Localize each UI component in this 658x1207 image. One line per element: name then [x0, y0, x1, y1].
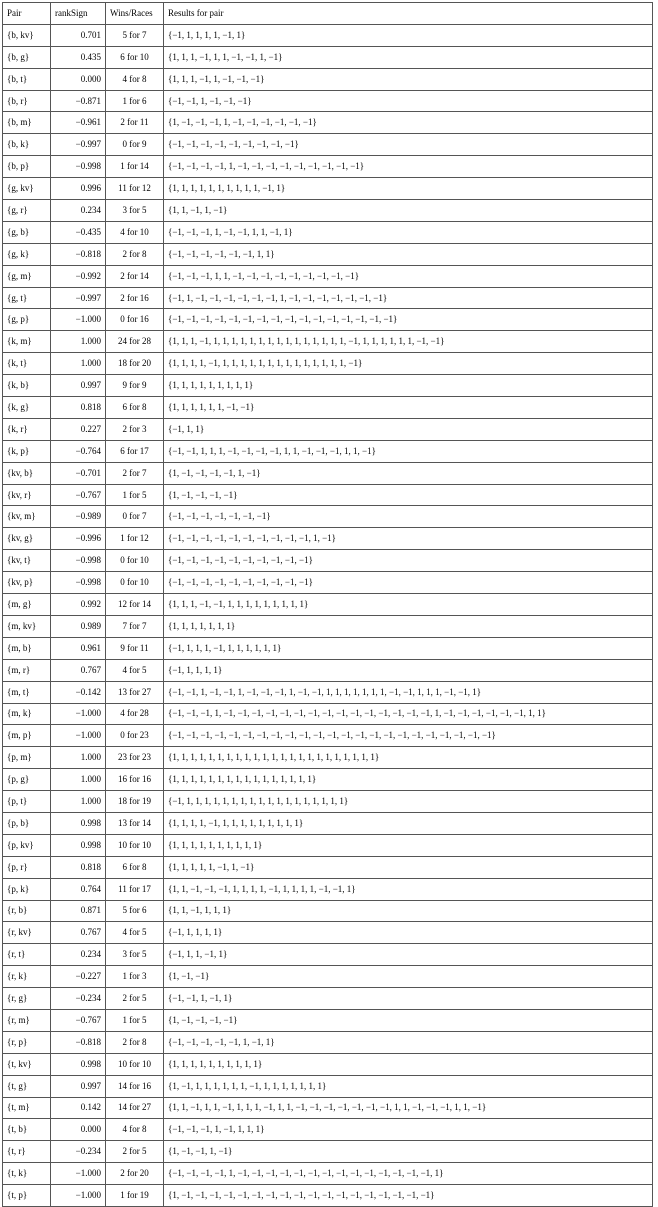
- cell-wins-races: 0 for 10: [106, 572, 164, 594]
- cell-pair: {k, p}: [3, 440, 51, 462]
- cell-wins-races: 5 for 6: [106, 900, 164, 922]
- cell-wins-races: 7 for 7: [106, 615, 164, 637]
- cell-wins-races: 4 for 5: [106, 922, 164, 944]
- table-row: [3, 944, 653, 966]
- table-row: [3, 1075, 653, 1097]
- table-row: [3, 309, 653, 331]
- cell-results: {−1, −1, 1, 1, 1, −1, −1, −1, −1, 1, 1, −1, −1, −1, 1, 1, −1}: [164, 440, 653, 462]
- cell-rank-sign: 1.000: [51, 769, 106, 791]
- cell-wins-races: 9 for 9: [106, 375, 164, 397]
- cell-pair: {kv, t}: [3, 550, 51, 572]
- cell-results: {1, −1, −1, −1, 1, −1, −1, −1, −1, −1, −1}: [164, 112, 653, 134]
- cell-results: {1, 1, 1, −1, 1, 1, 1, 1, 1, 1, 1, 1, 1, 1, 1, 1, 1, 1, 1, −1, 1, 1, 1, 1, 1, 1, −1, −1}: [164, 331, 653, 353]
- cell-wins-races: 1 for 5: [106, 484, 164, 506]
- cell-pair: {p, r}: [3, 856, 51, 878]
- cell-pair: {t, m}: [3, 1097, 51, 1119]
- cell-rank-sign: 0.000: [51, 1119, 106, 1141]
- cell-results: {1, 1, −1, −1, −1, 1, 1, 1, 1, −1, 1, 1, 1, 1, −1, −1, 1}: [164, 878, 653, 900]
- table-row: [3, 484, 653, 506]
- table-row: [3, 506, 653, 528]
- header-row: [3, 3, 653, 25]
- table-row: [3, 243, 653, 265]
- cell-results: {1, −1, −1, 1, −1}: [164, 1141, 653, 1163]
- cell-rank-sign: −0.871: [51, 90, 106, 112]
- cell-results: {1, −1, −1}: [164, 966, 653, 988]
- cell-pair: {kv, m}: [3, 506, 51, 528]
- cell-results: {−1, −1, −1, 1, −1, −1, −1, −1, −1, −1, −1, −1, −1, −1, −1, −1, −1, −1, −1, 1, −1, −1, −1, −1, −1, −1, 1, 1}: [164, 703, 653, 725]
- table-row: [3, 1163, 653, 1185]
- cell-results: {1, −1, −1, −1, −1}: [164, 1009, 653, 1031]
- cell-wins-races: 14 for 16: [106, 1075, 164, 1097]
- cell-rank-sign: −0.818: [51, 243, 106, 265]
- table-row: [3, 834, 653, 856]
- table-row: [3, 46, 653, 68]
- cell-results: {1, 1, −1, 1, 1, −1, 1, 1, 1, −1, 1, 1, −1, −1, −1, −1, −1, −1, −1, 1, 1, −1, −1, −1, 1, 1, −1}: [164, 1097, 653, 1119]
- table-row: [3, 418, 653, 440]
- table-body: [3, 24, 653, 1206]
- cell-rank-sign: 0.764: [51, 878, 106, 900]
- cell-rank-sign: 0.992: [51, 594, 106, 616]
- cell-rank-sign: 1.000: [51, 791, 106, 813]
- cell-wins-races: 4 for 5: [106, 659, 164, 681]
- cell-pair: {k, t}: [3, 353, 51, 375]
- cell-pair: {p, kv}: [3, 834, 51, 856]
- cell-rank-sign: −0.997: [51, 134, 106, 156]
- cell-rank-sign: −1.000: [51, 1185, 106, 1207]
- cell-wins-races: 18 for 20: [106, 353, 164, 375]
- cell-rank-sign: 1.000: [51, 747, 106, 769]
- table-row: [3, 769, 653, 791]
- cell-pair: {b, m}: [3, 112, 51, 134]
- cell-results: {1, 1, 1, 1, 1, 1, 1, 1, 1, 1}: [164, 1053, 653, 1075]
- cell-wins-races: 11 for 17: [106, 878, 164, 900]
- cell-rank-sign: 0.996: [51, 178, 106, 200]
- cell-pair: {b, r}: [3, 90, 51, 112]
- table-row: [3, 221, 653, 243]
- cell-results: {−1, −1, 1, −1, −1, −1}: [164, 90, 653, 112]
- header-results: Results for pair: [164, 3, 653, 25]
- cell-pair: {g, b}: [3, 221, 51, 243]
- cell-pair: {kv, b}: [3, 462, 51, 484]
- table-row: [3, 353, 653, 375]
- cell-wins-races: 6 for 17: [106, 440, 164, 462]
- table-row: [3, 966, 653, 988]
- cell-pair: {r, k}: [3, 966, 51, 988]
- cell-wins-races: 2 for 14: [106, 265, 164, 287]
- cell-results: {−1, 1, 1, 1, 1}: [164, 922, 653, 944]
- results-table: [2, 2, 653, 1207]
- cell-results: {−1, 1, −1, −1, −1, −1, −1, −1, 1, −1, −1, −1, −1, −1, −1, −1}: [164, 287, 653, 309]
- table-row: [3, 725, 653, 747]
- cell-wins-races: 2 for 20: [106, 1163, 164, 1185]
- cell-pair: {g, m}: [3, 265, 51, 287]
- table-row: [3, 594, 653, 616]
- cell-wins-races: 1 for 5: [106, 1009, 164, 1031]
- cell-results: {−1, 1, 1, 1, 1, −1, 1}: [164, 24, 653, 46]
- cell-rank-sign: 0.701: [51, 24, 106, 46]
- cell-wins-races: 14 for 27: [106, 1097, 164, 1119]
- table-row: [3, 24, 653, 46]
- cell-pair: {p, k}: [3, 878, 51, 900]
- table-row: [3, 528, 653, 550]
- cell-pair: {t, b}: [3, 1119, 51, 1141]
- cell-results: {1, 1, 1, 1, −1, 1, 1, 1, 1, 1, 1, 1, 1, 1, 1, 1, 1, 1, 1, −1}: [164, 353, 653, 375]
- table-row: [3, 1053, 653, 1075]
- cell-wins-races: 6 for 8: [106, 856, 164, 878]
- cell-results: {−1, 1, 1, −1, 1}: [164, 944, 653, 966]
- cell-wins-races: 5 for 7: [106, 24, 164, 46]
- cell-wins-races: 13 for 14: [106, 812, 164, 834]
- cell-results: {1, 1, 1, −1, 1, −1, −1, −1}: [164, 68, 653, 90]
- cell-results: {1, 1, 1, 1, 1, 1, 1, 1, 1, 1}: [164, 834, 653, 856]
- cell-results: {−1, −1, −1, 1, −1, −1, 1, 1, −1, 1}: [164, 221, 653, 243]
- cell-wins-races: 2 for 8: [106, 243, 164, 265]
- cell-rank-sign: 0.234: [51, 944, 106, 966]
- header-rank-sign: rankSign: [51, 3, 106, 25]
- cell-pair: {b, k}: [3, 134, 51, 156]
- cell-wins-races: 2 for 5: [106, 1141, 164, 1163]
- cell-wins-races: 18 for 19: [106, 791, 164, 813]
- cell-pair: {m, kv}: [3, 615, 51, 637]
- cell-results: {−1, −1, −1, 1, 1, −1, −1, −1, −1, −1, −1, −1, −1, −1}: [164, 265, 653, 287]
- cell-pair: {m, p}: [3, 725, 51, 747]
- cell-rank-sign: 0.000: [51, 68, 106, 90]
- cell-wins-races: 1 for 19: [106, 1185, 164, 1207]
- cell-wins-races: 0 for 7: [106, 506, 164, 528]
- cell-rank-sign: 0.767: [51, 922, 106, 944]
- cell-results: {1, 1, 1, 1, 1, 1, 1, 1, 1, 1, −1, 1}: [164, 178, 653, 200]
- cell-results: {1, 1, −1, 1, −1}: [164, 200, 653, 222]
- table-row: [3, 331, 653, 353]
- cell-pair: {g, p}: [3, 309, 51, 331]
- cell-rank-sign: 0.998: [51, 812, 106, 834]
- table-row: [3, 812, 653, 834]
- cell-wins-races: 2 for 11: [106, 112, 164, 134]
- cell-wins-races: 1 for 14: [106, 156, 164, 178]
- cell-pair: {k, m}: [3, 331, 51, 353]
- table-row: [3, 134, 653, 156]
- cell-results: {1, −1, −1, −1, −1}: [164, 484, 653, 506]
- cell-rank-sign: −0.227: [51, 966, 106, 988]
- cell-rank-sign: 0.998: [51, 834, 106, 856]
- cell-wins-races: 3 for 5: [106, 944, 164, 966]
- cell-results: {−1, 1, 1, 1, −1, 1, 1, 1, 1, 1, 1}: [164, 637, 653, 659]
- cell-rank-sign: 0.989: [51, 615, 106, 637]
- cell-wins-races: 1 for 12: [106, 528, 164, 550]
- cell-rank-sign: 0.767: [51, 659, 106, 681]
- table-row: [3, 703, 653, 725]
- cell-wins-races: 1 for 6: [106, 90, 164, 112]
- cell-pair: {p, b}: [3, 812, 51, 834]
- cell-pair: {t, kv}: [3, 1053, 51, 1075]
- cell-pair: {t, r}: [3, 1141, 51, 1163]
- cell-pair: {m, t}: [3, 681, 51, 703]
- table-row: [3, 462, 653, 484]
- cell-wins-races: 4 for 28: [106, 703, 164, 725]
- cell-pair: {k, b}: [3, 375, 51, 397]
- cell-rank-sign: −0.998: [51, 550, 106, 572]
- cell-pair: {r, t}: [3, 944, 51, 966]
- table-row: [3, 922, 653, 944]
- cell-wins-races: 1 for 3: [106, 966, 164, 988]
- cell-pair: {b, g}: [3, 46, 51, 68]
- table-row: [3, 856, 653, 878]
- cell-results: {−1, −1, −1, −1, 1, −1, −1, −1, −1, −1, −1, −1, −1, −1}: [164, 156, 653, 178]
- table-row: [3, 1185, 653, 1207]
- table-row: [3, 878, 653, 900]
- table-row: [3, 90, 653, 112]
- cell-wins-races: 10 for 10: [106, 1053, 164, 1075]
- cell-results: {1, 1, 1, 1, 1, 1, 1, 1, 1, 1, 1, 1, 1, 1, 1, 1}: [164, 769, 653, 791]
- cell-results: {1, −1, −1, −1, −1, −1, −1, −1, −1, −1, −1, −1, −1, −1, −1, −1, −1, −1, −1}: [164, 1185, 653, 1207]
- table-row: [3, 615, 653, 637]
- cell-pair: {b, p}: [3, 156, 51, 178]
- cell-rank-sign: −0.764: [51, 440, 106, 462]
- table-row: [3, 397, 653, 419]
- cell-wins-races: 6 for 10: [106, 46, 164, 68]
- table-row: [3, 178, 653, 200]
- cell-results: {−1, −1, 1, −1, 1}: [164, 988, 653, 1010]
- cell-rank-sign: −0.234: [51, 988, 106, 1010]
- cell-wins-races: 4 for 10: [106, 221, 164, 243]
- cell-rank-sign: 0.227: [51, 418, 106, 440]
- cell-rank-sign: −0.998: [51, 156, 106, 178]
- cell-results: {1, 1, 1, −1, 1, 1, −1, −1, 1, −1}: [164, 46, 653, 68]
- cell-results: {1, 1, −1, 1, 1, 1}: [164, 900, 653, 922]
- cell-pair: {g, t}: [3, 287, 51, 309]
- cell-pair: {r, g}: [3, 988, 51, 1010]
- table-row: [3, 1009, 653, 1031]
- cell-results: {−1, −1, −1, −1, −1, −1, −1, −1, −1, −1, 1, −1}: [164, 528, 653, 550]
- cell-results: {−1, 1, 1, 1, 1, 1, 1, 1, 1, 1, 1, 1, 1, 1, 1, 1, 1, 1, 1}: [164, 791, 653, 813]
- cell-rank-sign: −0.997: [51, 287, 106, 309]
- table-header: [3, 3, 653, 25]
- cell-results: {1, −1, −1, −1, −1, 1, −1}: [164, 462, 653, 484]
- cell-wins-races: 2 for 3: [106, 418, 164, 440]
- cell-wins-races: 16 for 16: [106, 769, 164, 791]
- cell-results: {−1, −1, −1, 1, −1, 1, 1, 1}: [164, 1119, 653, 1141]
- table-row: [3, 988, 653, 1010]
- cell-pair: {r, m}: [3, 1009, 51, 1031]
- cell-wins-races: 3 for 5: [106, 200, 164, 222]
- cell-wins-races: 0 for 23: [106, 725, 164, 747]
- cell-pair: {m, g}: [3, 594, 51, 616]
- cell-wins-races: 9 for 11: [106, 637, 164, 659]
- cell-rank-sign: 0.998: [51, 1053, 106, 1075]
- header-wins-races: Wins/Races: [106, 3, 164, 25]
- table-row: [3, 265, 653, 287]
- cell-results: {−1, −1, −1, −1, −1, 1, −1, 1}: [164, 1031, 653, 1053]
- table-row: [3, 550, 653, 572]
- cell-wins-races: 0 for 10: [106, 550, 164, 572]
- cell-rank-sign: −1.000: [51, 1163, 106, 1185]
- cell-rank-sign: −1.000: [51, 309, 106, 331]
- cell-results: {1, 1, 1, 1, 1, −1, 1, −1}: [164, 856, 653, 878]
- table-row: [3, 375, 653, 397]
- cell-rank-sign: 0.997: [51, 1075, 106, 1097]
- table-row: [3, 200, 653, 222]
- cell-results: {−1, −1, −1, −1, −1, −1, −1, −1, −1, −1}: [164, 572, 653, 594]
- cell-pair: {p, t}: [3, 791, 51, 813]
- table-row: [3, 440, 653, 462]
- cell-results: {1, 1, 1, 1, −1, 1, 1, 1, 1, 1, 1, 1, 1, 1}: [164, 812, 653, 834]
- cell-wins-races: 2 for 8: [106, 1031, 164, 1053]
- cell-pair: {kv, r}: [3, 484, 51, 506]
- cell-pair: {k, r}: [3, 418, 51, 440]
- cell-pair: {m, b}: [3, 637, 51, 659]
- cell-rank-sign: 0.871: [51, 900, 106, 922]
- cell-results: {−1, −1, −1, −1, −1, −1, 1, 1}: [164, 243, 653, 265]
- cell-results: {−1, −1, −1, −1, 1, −1, −1, −1, −1, −1, −1, −1, −1, −1, −1, −1, −1, −1, −1, 1}: [164, 1163, 653, 1185]
- cell-wins-races: 10 for 10: [106, 834, 164, 856]
- cell-results: {1, 1, 1, 1, 1, 1, 1}: [164, 615, 653, 637]
- cell-pair: {g, k}: [3, 243, 51, 265]
- cell-pair: {b, t}: [3, 68, 51, 90]
- cell-rank-sign: −0.142: [51, 681, 106, 703]
- cell-rank-sign: −0.996: [51, 528, 106, 550]
- cell-pair: {t, k}: [3, 1163, 51, 1185]
- cell-results: {1, 1, 1, 1, 1, 1, 1, 1, 1, 1, 1, 1, 1, 1, 1, 1, 1, 1, 1, 1, 1, 1, 1}: [164, 747, 653, 769]
- cell-results: {−1, 1, 1}: [164, 418, 653, 440]
- cell-rank-sign: −0.998: [51, 572, 106, 594]
- cell-pair: {p, m}: [3, 747, 51, 769]
- table-row: [3, 1031, 653, 1053]
- cell-rank-sign: −0.234: [51, 1141, 106, 1163]
- cell-pair: {k, g}: [3, 397, 51, 419]
- cell-wins-races: 13 for 27: [106, 681, 164, 703]
- cell-results: {−1, −1, −1, −1, −1, −1, −1}: [164, 506, 653, 528]
- table-row: [3, 1097, 653, 1119]
- cell-pair: {t, p}: [3, 1185, 51, 1207]
- table-row: [3, 1141, 653, 1163]
- cell-results: {−1, −1, −1, −1, −1, −1, −1, −1, −1, −1, −1, −1, −1, −1, −1, −1, −1, −1, −1, −1, −1, −1, −1}: [164, 725, 653, 747]
- cell-wins-races: 6 for 8: [106, 397, 164, 419]
- cell-wins-races: 4 for 8: [106, 68, 164, 90]
- cell-wins-races: 12 for 14: [106, 594, 164, 616]
- cell-rank-sign: −1.000: [51, 703, 106, 725]
- cell-pair: {p, g}: [3, 769, 51, 791]
- cell-pair: {kv, g}: [3, 528, 51, 550]
- table-row: [3, 68, 653, 90]
- table-row: [3, 900, 653, 922]
- table-row: [3, 791, 653, 813]
- cell-wins-races: 24 for 28: [106, 331, 164, 353]
- cell-pair: {r, p}: [3, 1031, 51, 1053]
- cell-pair: {t, g}: [3, 1075, 51, 1097]
- cell-pair: {r, kv}: [3, 922, 51, 944]
- cell-wins-races: 4 for 8: [106, 1119, 164, 1141]
- cell-wins-races: 2 for 7: [106, 462, 164, 484]
- cell-results: {1, 1, 1, 1, 1, 1, 1, 1, 1}: [164, 375, 653, 397]
- cell-pair: {kv, p}: [3, 572, 51, 594]
- cell-rank-sign: −0.992: [51, 265, 106, 287]
- cell-wins-races: 11 for 12: [106, 178, 164, 200]
- cell-wins-races: 2 for 5: [106, 988, 164, 1010]
- cell-results: {−1, 1, 1, 1, 1}: [164, 659, 653, 681]
- table-row: [3, 572, 653, 594]
- table-row: [3, 112, 653, 134]
- cell-pair: {b, kv}: [3, 24, 51, 46]
- cell-rank-sign: 0.435: [51, 46, 106, 68]
- cell-results: {1, 1, 1, 1, 1, 1, −1, −1}: [164, 397, 653, 419]
- cell-rank-sign: −0.961: [51, 112, 106, 134]
- cell-rank-sign: 0.142: [51, 1097, 106, 1119]
- table-row: [3, 747, 653, 769]
- cell-results: {−1, −1, 1, −1, −1, 1, −1, −1, −1, 1, −1, −1, 1, 1, 1, 1, 1, 1, 1, −1, −1, 1, 1, 1, −1, −1, 1}: [164, 681, 653, 703]
- cell-rank-sign: −0.989: [51, 506, 106, 528]
- cell-pair: {m, r}: [3, 659, 51, 681]
- cell-rank-sign: −0.818: [51, 1031, 106, 1053]
- table-row: [3, 659, 653, 681]
- cell-results: {−1, −1, −1, −1, −1, −1, −1, −1, −1, −1, −1, −1, −1, −1, −1, −1}: [164, 309, 653, 331]
- cell-wins-races: 2 for 16: [106, 287, 164, 309]
- cell-pair: {r, b}: [3, 900, 51, 922]
- cell-rank-sign: 1.000: [51, 353, 106, 375]
- table-row: [3, 1119, 653, 1141]
- cell-rank-sign: −1.000: [51, 725, 106, 747]
- cell-results: {1, −1, 1, 1, 1, 1, 1, 1, −1, 1, 1, 1, 1, 1, 1, 1}: [164, 1075, 653, 1097]
- cell-wins-races: 0 for 16: [106, 309, 164, 331]
- header-pair: Pair: [3, 3, 51, 25]
- cell-results: {−1, −1, −1, −1, −1, −1, −1, −1, −1, −1}: [164, 550, 653, 572]
- table-row: [3, 287, 653, 309]
- cell-rank-sign: 1.000: [51, 331, 106, 353]
- cell-rank-sign: −0.767: [51, 1009, 106, 1031]
- cell-results: {−1, −1, −1, −1, −1, −1, −1, −1, −1}: [164, 134, 653, 156]
- cell-rank-sign: 0.818: [51, 856, 106, 878]
- cell-pair: {g, r}: [3, 200, 51, 222]
- table-row: [3, 156, 653, 178]
- cell-rank-sign: 0.818: [51, 397, 106, 419]
- cell-wins-races: 0 for 9: [106, 134, 164, 156]
- cell-pair: {g, kv}: [3, 178, 51, 200]
- cell-rank-sign: 0.997: [51, 375, 106, 397]
- table-row: [3, 637, 653, 659]
- cell-results: {1, 1, 1, −1, −1, 1, 1, 1, 1, 1, 1, 1, 1, 1}: [164, 594, 653, 616]
- cell-rank-sign: −0.767: [51, 484, 106, 506]
- cell-rank-sign: −0.701: [51, 462, 106, 484]
- table-row: [3, 681, 653, 703]
- cell-wins-races: 23 for 23: [106, 747, 164, 769]
- cell-rank-sign: 0.961: [51, 637, 106, 659]
- cell-rank-sign: 0.234: [51, 200, 106, 222]
- cell-rank-sign: −0.435: [51, 221, 106, 243]
- cell-pair: {m, k}: [3, 703, 51, 725]
